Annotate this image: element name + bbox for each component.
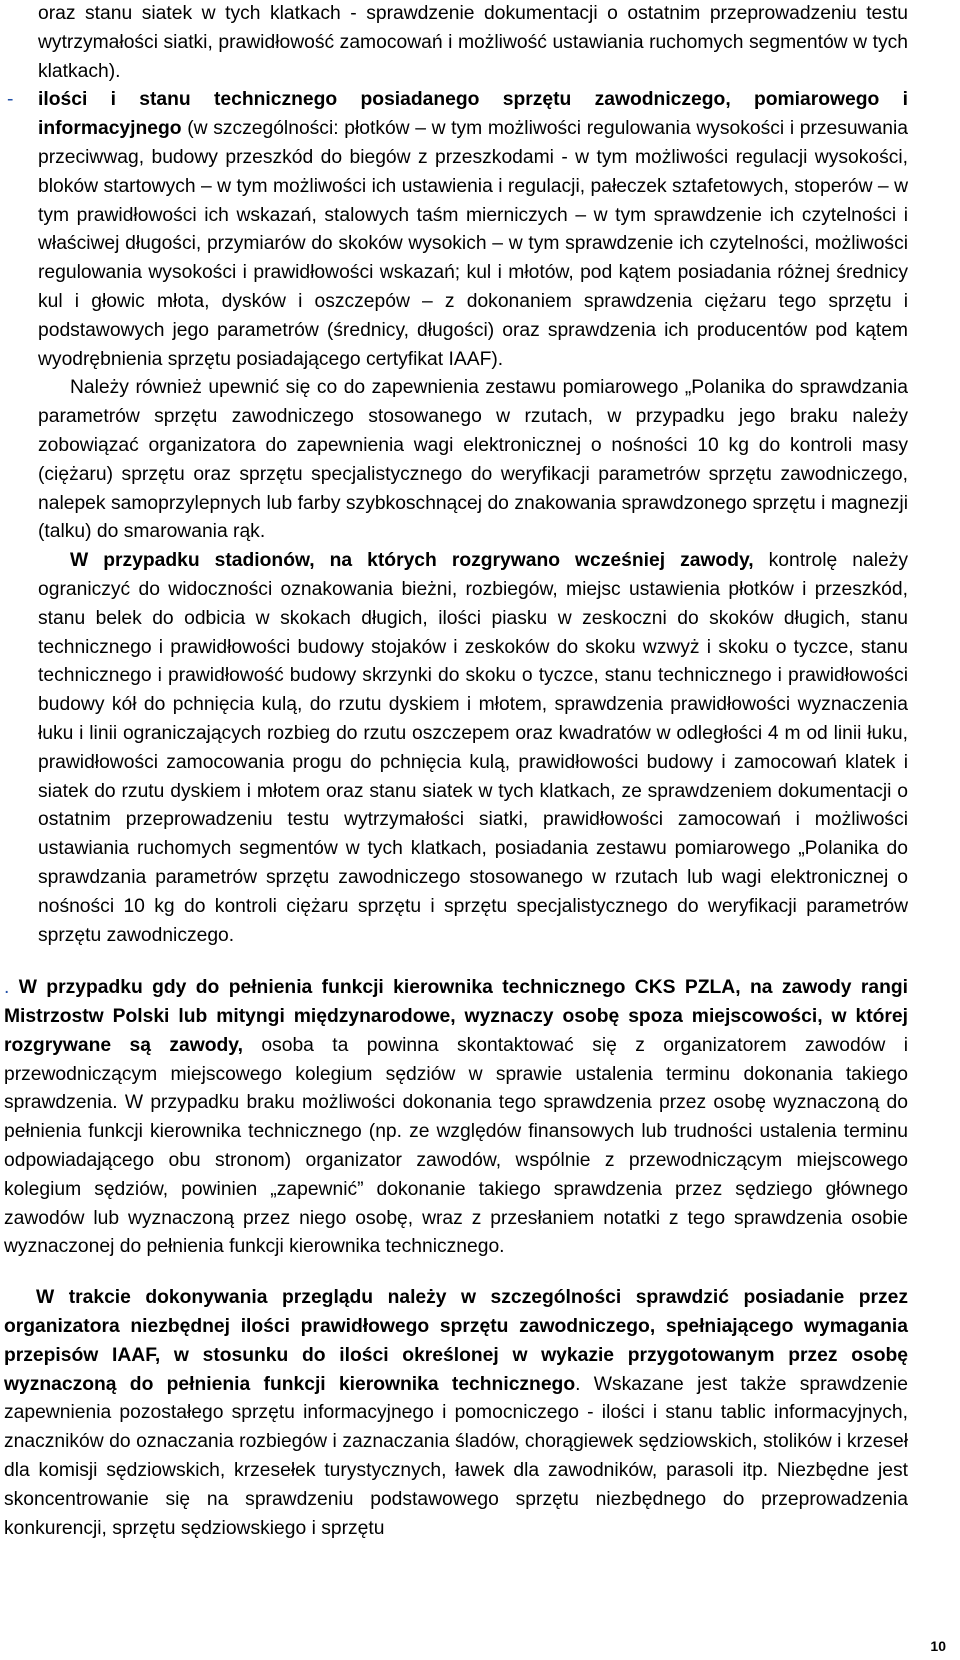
bullet-item-equipment [7, 86, 908, 374]
bullet-paragraph [38, 86, 908, 374]
bullet-dash: - [7, 89, 14, 111]
bullet-bold-lead: ilości i stanu technicznego posiadanego sprzętu zawodniczego, pomiarowego i informacyjnego [38, 89, 908, 140]
stadiums-text: kontrolę należy ograniczyć do widoczności oznakowania bieżni, rozbiegów, miejsc ustawienia płotków i przeszkód, stanu belek do odbicia w skokach długich, ilości piasku w zeskoczni do skoków długich, stanu technicznego i prawidłowości budowy stojaków i zeskoków do skoku wzwyż i skoku o tyczce, stanu technicznego i prawidłowość budowy skrzynki do skoku o tyczce, stanu technicznego i prawidłowości budowy kół do pchnięcia kulą, do rzutu dyskiem i młotem, sprawdzenia prawidłowości wyznaczenia łuku i linii ograniczających rozbieg do rzutu oszczepem oraz kwadratów w odległości 4 m od linii łuku, prawidłowości zamocowania progu do pchnięcia kulą, prawidłowości budowy i zamocowań klatek i siatek do rzutu dyskiem i młotem oraz stanu siatek w tych klatkach, ze sprawdzeniem dokumentacji o ostatnim przeprowadzeniu testu wytrzymałości siatki, prawidłowości zamocowań i możliwości ustawiania ruchomych segmentów w tych klatkach, posiadania zestawu pomiarowego „Polanika do sprawdzania parametrów sprzętu zawodniczego stosowanego w rzutach lub wagi elektronicznej o nośności 10 kg do kontroli ciężaru sprzętu i sprzętu specjalistycznego do weryfikacji parametrów sprzętu zawodniczego. [38, 550, 908, 946]
page-number: 10 [930, 1638, 946, 1654]
paragraph-measuring-set: Należy również upewnić się co do zapewnienia zestawu pomiarowego „Polanika do sprawdzania parametrów sprzętu zawodniczego stosowanego w rzutach, w przypadku jego braku należy zobowiązać organizatora do zapewnienia wagi elektronicznej o nośności 10 kg do kontroli masy (ciężaru) sprzętu oraz sprzętu specjalistycznego do weryfikacji parametrów sprzętu zawodniczego, nalepek samoprzylepnych lub farby szybkoschnącej do znakowania sprawdzonego sprzętu i magnezji (talku) do smarowania rąk. [38, 377, 908, 543]
technical-manager-bold-lead: W przypadku gdy do pełnienia funkcji kierownika technicznego CKS PZLA, na zawody rangi Mistrzostw Polski lub mityngi międzynarodowe, wyznaczy osobę spoza miejscowości, w której rozgrywane są zawody, [4, 977, 908, 1056]
inspection-bold-lead: W trakcie dokonywania przeglądu należy w szczególności sprawdzić posiadanie przez organizatora niezbędnej ilości prawidłowego sprzętu zawodniczego, spełniającego wymagania przepisów IAAF, w stosunku do ilości określonej w wykazie przygotowanym przez osobę wyznaczoną do pełnienia funkcji kierownika technicznego [4, 1287, 908, 1395]
paragraph-dot: . [4, 977, 19, 999]
paragraph-technical-manager [4, 974, 908, 1262]
paragraph-stadiums [38, 547, 908, 950]
paragraph-inspection [4, 1284, 908, 1543]
paragraph-continuation: oraz stanu siatek w tych klatkach - sprawdzenie dokumentacji o ostatnim przeprowadzeniu testu wytrzymałości siatki, prawidłowość zamocowań i możliwość ustawiania ruchomych segmentów w tych klatkach). [38, 3, 908, 82]
stadiums-bold-lead: W przypadku stadionów, na których rozgrywano wcześniej zawody, [70, 550, 754, 572]
inspection-text: . Wskazane jest także sprawdzenie zapewnienia pozostałego sprzętu informacyjnego i pomocniczego - ilości i stanu tablic informacyjnych, znaczników do oznaczania rozbiegów i zaznaczania śladów, chorągiewek sędziowskich, stolików i krzeseł dla komisji sędziowskich, krzesełek turystycznych, ławek dla zawodników, parasoli itp. Niezbędne jest skoncentrowanie się na sprawdzeniu podstawowego sprzętu niezbędnego do przeprowadzenia konkurencji, sprzętu sędziowskiego i sprzętu [4, 1373, 908, 1539]
bullet-text: (w szczególności: płotków – w tym możliwości regulowania wysokości i przesuwania przeciwwag, budowy przeszkód do biegów z przeszkodami - w tym możliwości regulacji wysokości, bloków startowych – w tym możliwości ich ustawienia i regulacji, pałeczek sztafetowych, stoperów – w tym prawidłowości ich wskazań, stalowych taśm mierniczych – w tym sprawdzenie ich czytelności i właściwej długości, przymiarów do skoków wysokich – w tym sprawdzenie ich czytelności, możliwości regulowania wysokości i prawidłowości wskazań; kul i młotów, pod kątem posiadania różnej średnicy kul i głowic młota, dysków i oszczepów – z dokonaniem sprawdzenia ciężaru tego sprzętu i podstawowych jego parametrów (średnicy, długości) oraz sprawdzenia ich producentów pod kątem wyodrębnienia sprzętu posiadającego certyfikat IAAF). [38, 118, 908, 370]
technical-manager-text: osoba ta powinna skontaktować się z organizatorem zawodów i przewodniczącym miejscowego kolegium sędziów w sprawie ustalenia terminu dokonania takiego sprawdzenia. W przypadku braku możliwości dokonania tego sprawdzenia przez osobę wyznaczoną do pełnienia funkcji kierownika technicznego (np. ze względów finansowych lub trudności ustalenia terminu odpowiadającego obu stronom) organizator zawodów, wspólnie z przewodniczącym miejscowego kolegium sędziów, powinien „zapewnić” dokonanie takiego sprawdzenia przez sędziego głównego zawodów lub wyznaczoną przez niego osobę, wraz z przesłaniem notatki z tego sprawdzenia osobie wyznaczonej do pełnienia funkcji kierownika technicznego. [4, 1034, 909, 1258]
